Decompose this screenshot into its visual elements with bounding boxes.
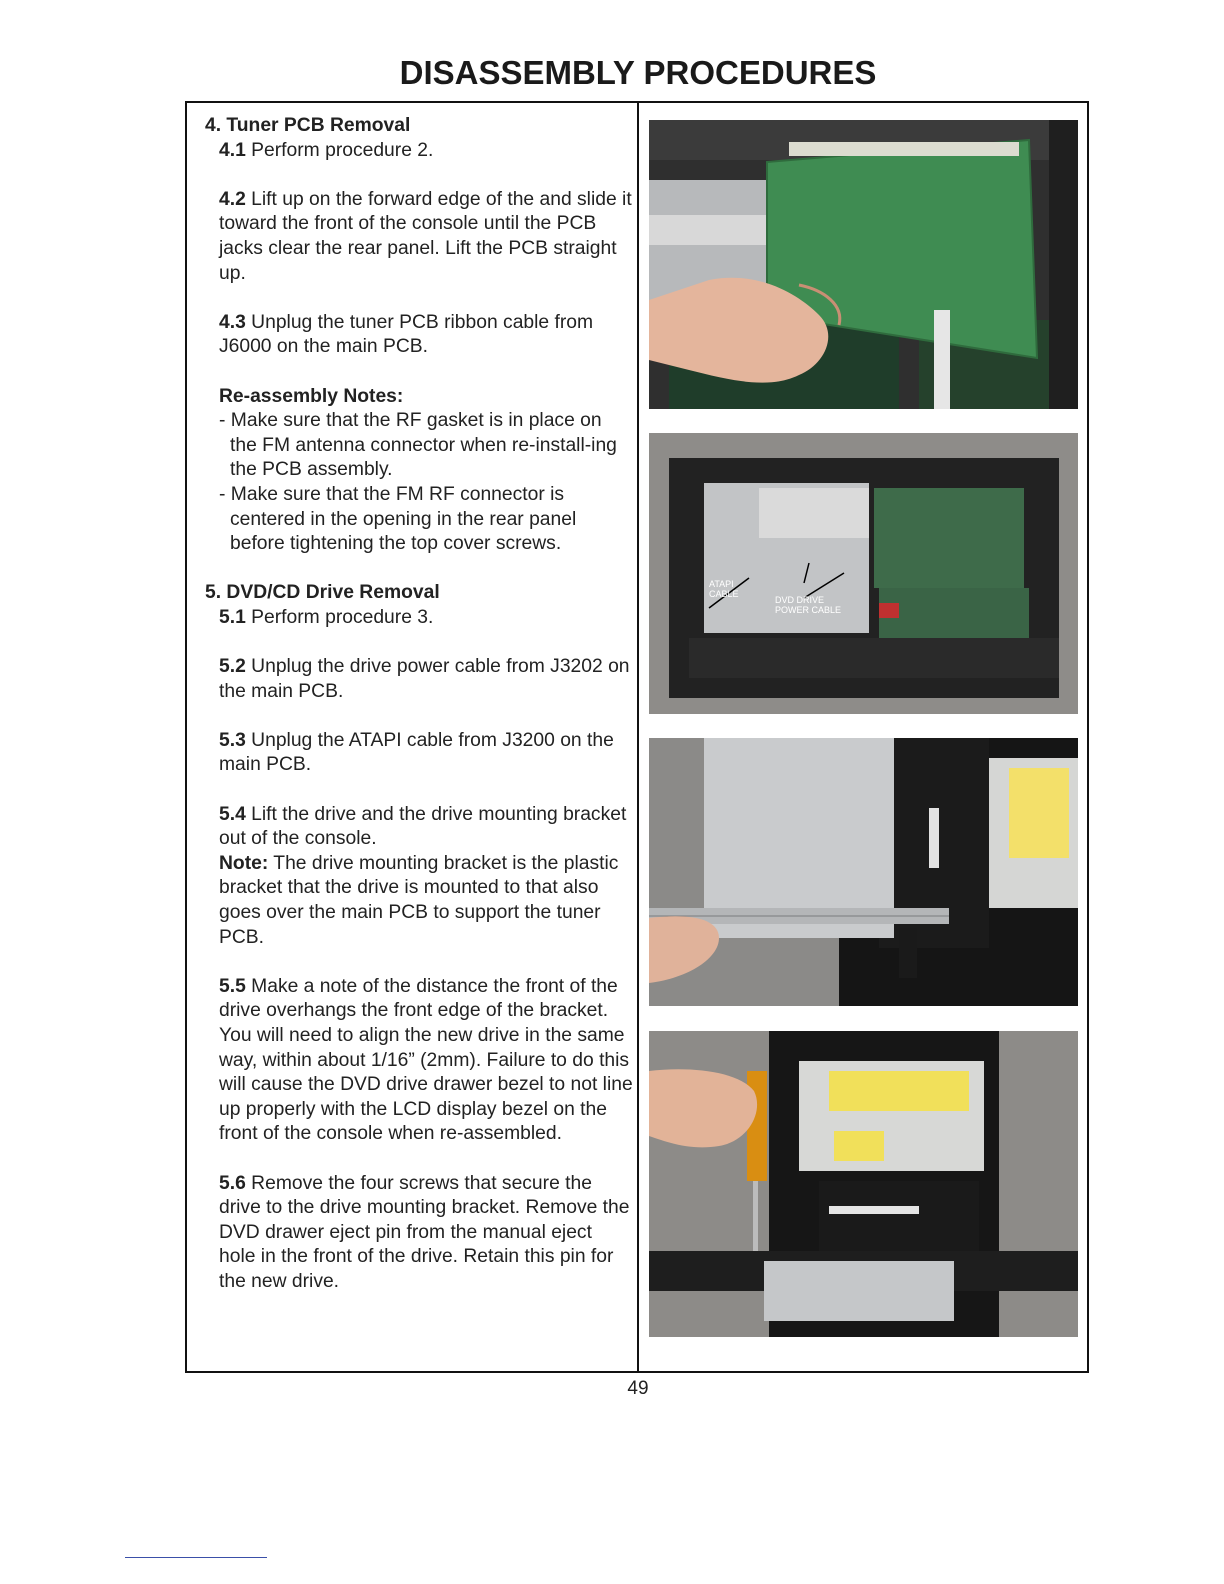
step-5-3 [219,729,633,778]
note-text: The drive mounting bracket is the plastic bracket that the drive is mounted to that also goes over the main PCB to support the tuner PCB. [219,852,619,948]
step-text: Perform procedure 2. [245,139,434,161]
step-text: Lift up on the forward edge of the and slide it toward the front of the console until the PCB jacks clear the rear panel. Lift the PCB straight up. [219,188,632,284]
photo-drive-cables [649,433,1078,714]
step-number: 5.2 [219,656,246,678]
step-text: Unplug the ATAPI cable from J3200 on the main PCB. [219,729,614,776]
step-text: Make a note of the distance the front of the drive overhangs the front edge of the bracket. You will need to align the new drive in the same way, within about 1/16” (2mm). Failure to do this will cause the DVD drive drawer bezel to not line up properly with the LCD display bezel on the front of the console when re-assembled. [219,975,633,1145]
page-number: 49 [627,1378,649,1399]
column-divider [637,101,639,1373]
step-5-4-note [219,852,633,950]
step-number: 4.1 [219,139,246,161]
step-number: 5.1 [219,606,246,628]
power-cable-label-2: POWER CABLE [775,605,842,615]
step-number: 5.4 [219,803,246,825]
step-4-1 [219,139,633,164]
photo-tuner-pcb-removal [649,120,1078,409]
step-text: Perform procedure 3. [245,606,434,628]
section-heading-tuner: 4. Tuner PCB Removal [205,115,411,136]
step-number: 4.3 [219,311,246,333]
step-number: 5.5 [219,975,246,997]
step-number: 5.6 [219,1172,246,1194]
step-text: Remove the four screws that secure the drive to the drive mounting bracket. Remove the DVD drawer eject pin from the manual eject hole in the front of the drive. Retain this pin for the new drive. [219,1172,630,1292]
step-4-3 [219,311,633,360]
photo-drive-measurement [649,738,1078,1006]
section-heading-dvd: 5. DVD/CD Drive Removal [205,582,440,604]
step-text: Unplug the drive power cable from J3202 on the main PCB. [219,656,630,702]
page-title: DISASSEMBLY PROCEDURES [399,54,877,91]
reassembly-note-2: - Make sure that the FM RF connector is centered in the opening in the rear panel before tightening the top cover screws. [219,483,577,555]
step-5-5 [219,975,633,1147]
footer-rule [125,1557,267,1558]
step-5-2 [219,655,633,704]
note-label: Note: [219,852,269,874]
atapi-cable-label-2: CABLE [709,589,739,599]
power-cable-label: DVD DRIVE [775,595,825,605]
step-4-2 [219,188,633,286]
reassembly-note-1: - Make sure that the RF gasket is in place on the FM antenna connector when re-install-ing the PCB assembly. [219,410,617,481]
atapi-cable-label: ATAPI [709,579,734,589]
step-text: Unplug the tuner PCB ribbon cable from J6000 on the main PCB. [219,311,594,358]
step-number: 4.2 [219,188,246,210]
reassembly-notes-title: Re-assembly Notes: [219,385,404,407]
step-5-4 [219,803,633,852]
step-text: Lift the drive and the drive mounting bracket out of the console. [219,803,627,850]
step-5-6 [219,1172,633,1295]
step-number: 5.3 [219,729,246,751]
step-5-1 [219,606,633,631]
photo-drive-screw-removal [649,1031,1078,1337]
instructions-column [205,114,633,1295]
